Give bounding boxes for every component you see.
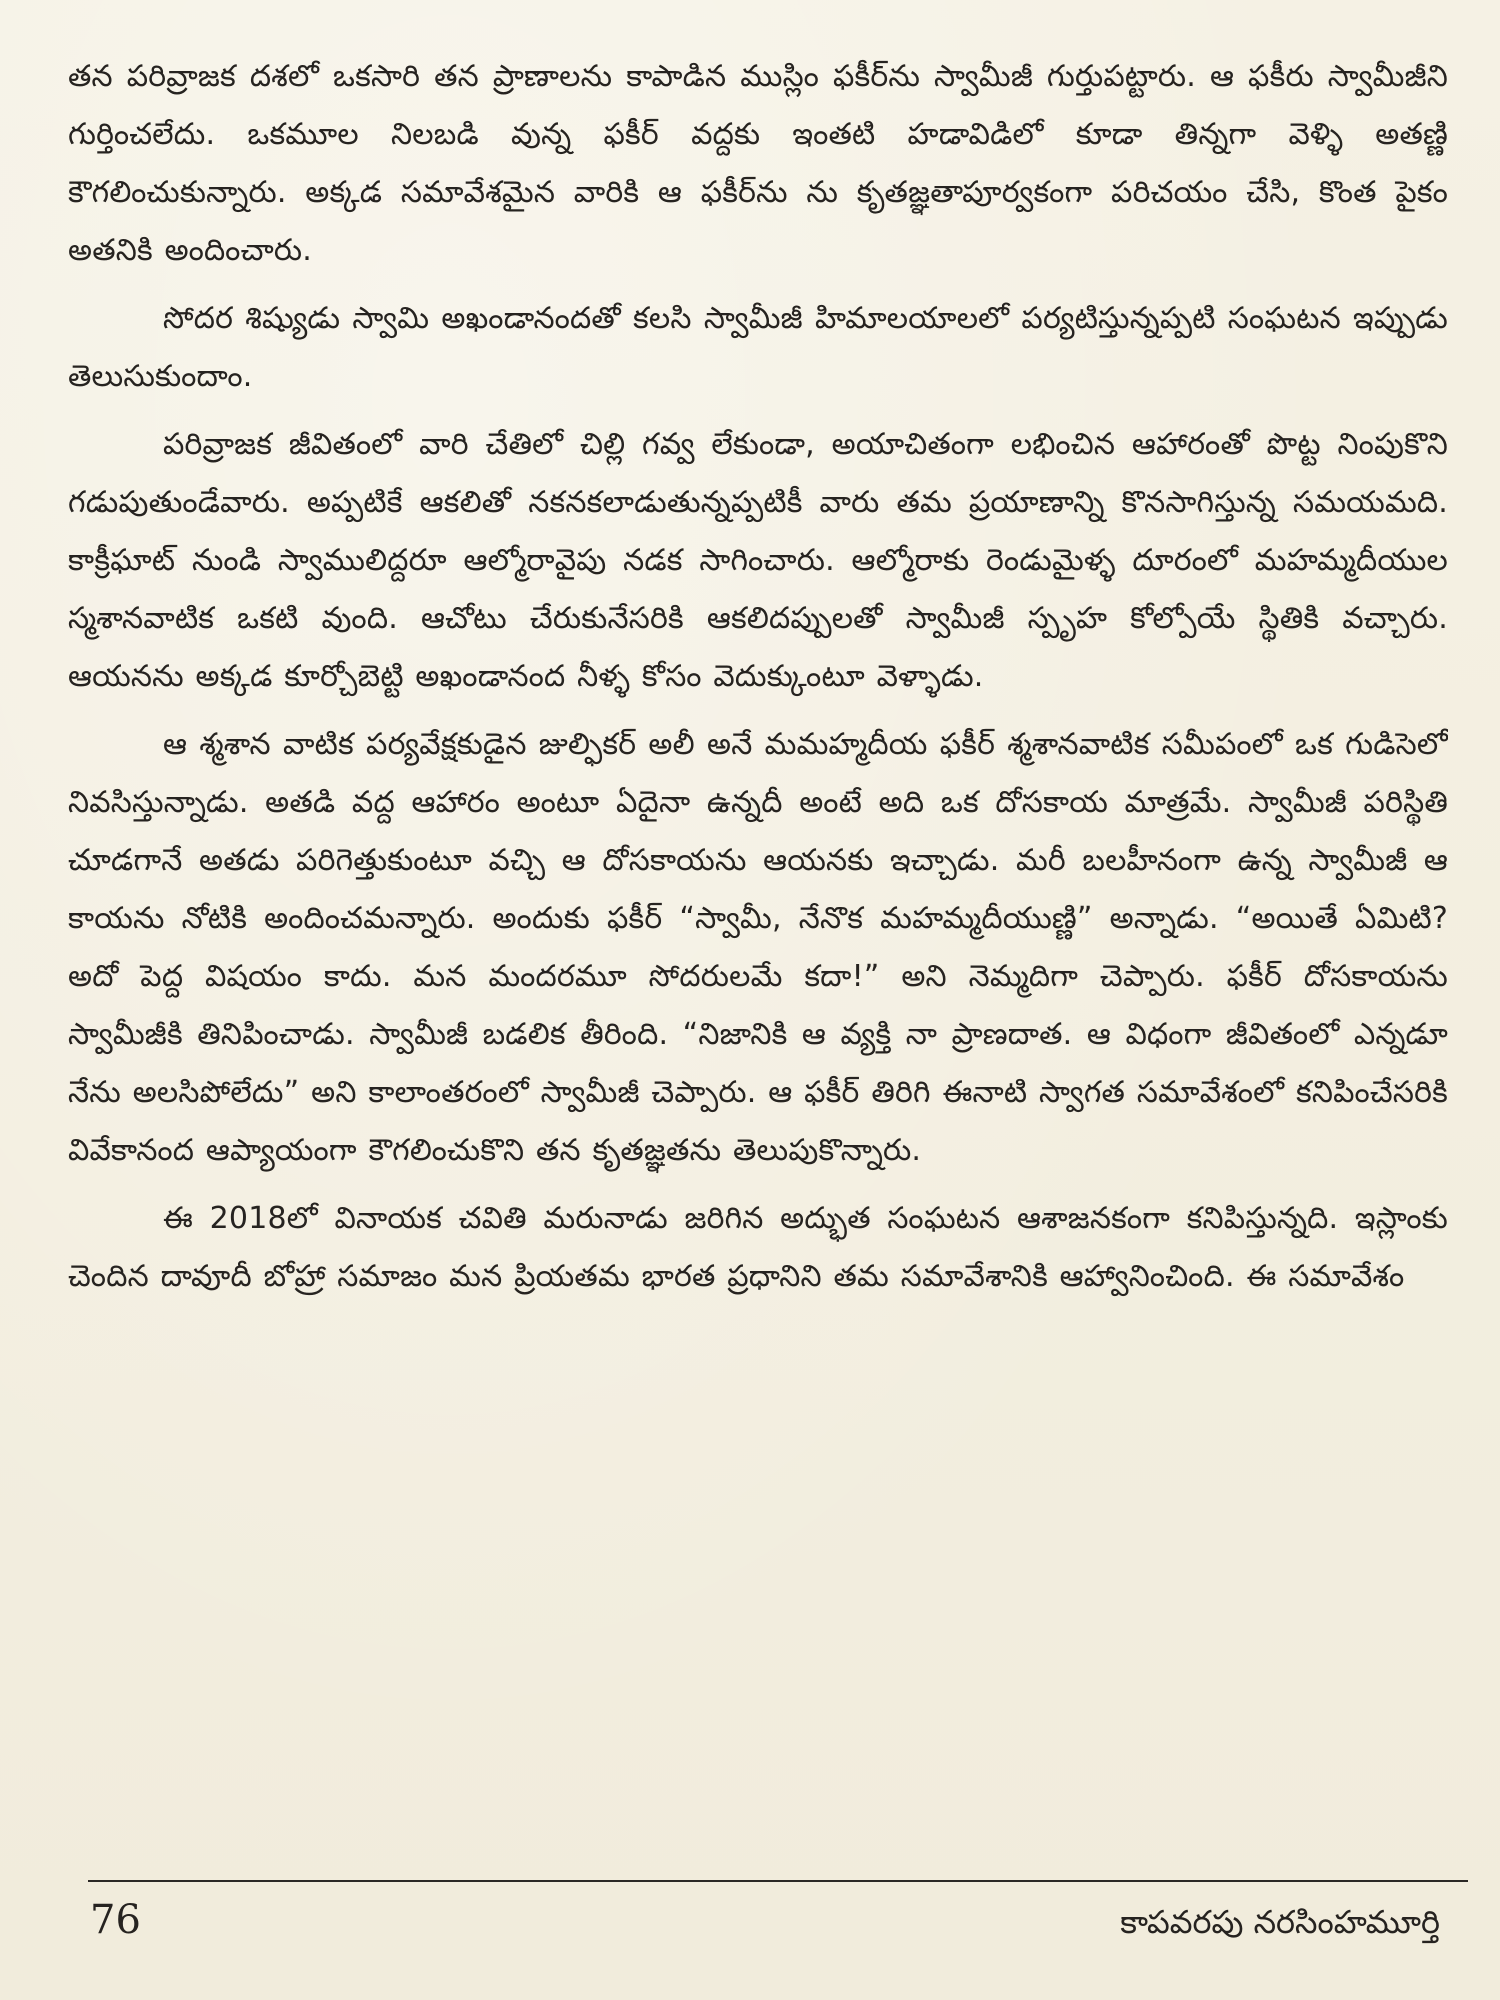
paragraph-5: ఈ 2018లో వినాయక చవితి మరునాడు జరిగిన అద్భుత సంఘటన ఆశాజనకంగా కనిపిస్తున్నది. ఇస్లాంకు చెందిన దావూదీ బోహ్రా సమాజం మన ప్రియతమ భారత ప్రధానిని తమ సమావేశానికి ఆహ్వానించింది. ఈ సమావేశం bbox=[68, 1201, 1448, 1294]
footer-divider bbox=[88, 1880, 1468, 1882]
body-text bbox=[68, 48, 1448, 1838]
paragraph-3: పరివ్రాజక జీవితంలో వారి చేతిలో చిల్లి గవ్వ లేకుండా, అయాచితంగా లభించిన ఆహారంతో పొట్ట నింపుకొని గడుపుతుండేవారు. అప్పటికే ఆకలితో నకనకలాడుతున్నప్పటికీ వారు తమ ప్రయాణాన్ని కొనసాగిస్తున్న సమయమది. కాక్రీఘాట్ నుండి స్వాములిద్దరూ ఆల్మోరావైపు నడక సాగించారు. ఆల్మోరాకు రెండుమైళ్ళ దూరంలో మహమ్మదీయుల స్మశానవాటిక ఒకటి వుంది. ఆచోటు చేరుకునేసరికి ఆకలిదప్పులతో స్వామీజీ స్పృహ కోల్పోయే స్థితికి వచ్చారు. ఆయనను అక్కడ కూర్చోబెట్టి అఖండానంద నీళ్ళ కోసం వెదుక్కుంటూ వెళ్ళాడు. bbox=[68, 427, 1448, 694]
page-number: 76 bbox=[90, 1897, 141, 1943]
paragraph-1: తన పరివ్రాజక దశలో ఒకసారి తన ప్రాణాలను కాపాడిన ముస్లిం ఫకీర్‌ను స్వామీజీ గుర్తుపట్టారు. ఆ ఫకీరు స్వామీజీని గుర్తించలేదు. ఒకమూల నిలబడి వున్న ఫకీర్ వద్దకు ఇంతటి హడావిడిలో కూడా తిన్నగా వెళ్ళి అతణ్ణి కౌగలించుకున్నారు. అక్కడ సమావేశమైన వారికి ఆ ఫకీర్‌ను ను కృతజ్ఞతాపూర్వకంగా పరిచయం చేసి, కొంత పైకం అతనికి అందించారు. bbox=[68, 59, 1448, 268]
paragraph-4: ఆ శ్మశాన వాటిక పర్యవేక్షకుడైన జుల్ఫికర్ అలీ అనే మమహ్మదీయ ఫకీర్ శ్మశానవాటిక సమీపంలో ఒక గుడిసెలో నివసిస్తున్నాడు. అతడి వద్ద ఆహారం అంటూ ఏదైనా ఉన్నదీ అంటే అది ఒక దోసకాయ మాత్రమే. స్వామీజీ పరిస్థితి చూడగానే అతడు పరిగెత్తుకుంటూ వచ్చి ఆ దోసకాయను ఆయనకు ఇచ్చాడు. మరీ బలహీనంగా ఉన్న స్వామీజీ ఆ కాయను నోటికి అందించమన్నారు. అందుకు ఫకీర్ “స్వామీ, నేనొక మహమ్మదీయుణ్ణి” అన్నాడు. “అయితే ఏమిటి? అదో పెద్ద విషయం కాదు. మన మందరమూ సోదరులమే కదా!” అని నెమ్మదిగా చెప్పారు. ఫకీర్ దోసకాయను స్వామీజీకి తినిపించాడు. స్వామీజీ బడలిక తీరింది. “నిజానికి ఆ వ్యక్తి నా ప్రాణదాత. ఆ విధంగా జీవితంలో ఎన్నడూ నేను అలసిపోలేదు” అని కాలాంతరంలో స్వామీజీ చెప్పారు. ఆ ఫకీర్ తిరిగి ఈనాటి స్వాగత సమావేశంలో కనిపించేసరికి వివేకానంద ఆప్యాయంగా కౌగలించుకొని తన కృతజ్ఞతను తెలుపుకొన్నారు. bbox=[68, 727, 1448, 1168]
paragraph-2: సోదర శిష్యుడు స్వామి అఖండానందతో కలసి స్వామీజీ హిమాలయాలలో పర్యటిస్తున్నప్పటి సంఘటన ఇప్పుడు తెలుసుకుందాం. bbox=[68, 301, 1448, 394]
running-footer-author: కాపవరపు నరసింహమూర్తి bbox=[1120, 1903, 1440, 1941]
